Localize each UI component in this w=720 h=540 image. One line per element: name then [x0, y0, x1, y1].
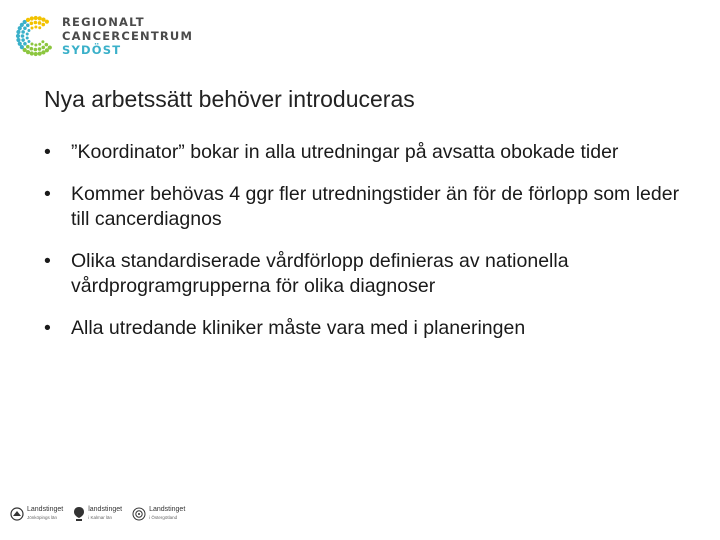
bullet-text-3: Olika standardiserade vårdförlopp definieras av nationella vårdprogramgrupperna för olika diagnoser [71, 250, 569, 297]
bullet-dot: • [44, 183, 51, 205]
footer-logos [10, 506, 185, 522]
landstinget-kalmar-icon [73, 506, 85, 522]
slide-title: Nya arbetssätt behöver introduceras [44, 86, 415, 112]
bullet-dot: • [44, 317, 51, 339]
logo-ring-dot [38, 16, 42, 20]
logo-ring-dot [30, 16, 34, 20]
logo-ring-dot [26, 23, 30, 27]
rcc-logo [14, 14, 193, 58]
logo-ring-dot [27, 40, 30, 43]
logo-line-3: SYDÖST [62, 43, 122, 57]
footer-logo-kalmar [73, 506, 122, 522]
landstinget-jonkoping-icon [10, 507, 24, 521]
logo-ring-dot [34, 16, 38, 20]
logo-ring-dot [41, 50, 45, 54]
footer-logo-ostergotland [132, 506, 185, 522]
logo-ring-dot [45, 20, 49, 24]
logo-ring-dot [26, 33, 29, 36]
logo-line-1: REGIONALT [62, 15, 145, 29]
logo-ring-dot [34, 21, 38, 25]
logo-ring-dot [26, 18, 30, 22]
logo-ring-dot [16, 38, 20, 42]
logo-ring-dot [21, 30, 25, 34]
bullet-item-2 [44, 182, 684, 232]
landstinget-ostergotland-icon [132, 507, 146, 521]
logo-ring-dot [34, 44, 37, 47]
footer-logo-text: Landstinget i Östergötland [149, 506, 186, 520]
logo-ring-dot [31, 43, 34, 46]
logo-ring-dot [34, 52, 38, 56]
logo-ring-dot [41, 46, 45, 50]
logo-ring-dot [45, 43, 49, 47]
logo-ring-dot [38, 43, 41, 46]
logo-ring-dot [31, 26, 34, 29]
rcc-logo-text [62, 15, 193, 57]
bullet-text-1: ”Koordinator” bokar in alla utredningar på avsatta obokade tider [71, 141, 619, 163]
logo-line-2: CANCERCENTRUM [62, 29, 194, 43]
logo-ring-dot [38, 52, 42, 56]
bullet-text-2: Kommer behövas 4 ggr fler utredningstider än för de förlopp som leder till cancerdiagnos [71, 183, 680, 230]
logo-ring-dot [41, 40, 44, 43]
logo-ring-dot [26, 45, 30, 49]
footer-logo-text: landstinget i Kalmar län [88, 506, 123, 520]
bullet-dot: • [44, 141, 51, 163]
logo-ring-dot [34, 48, 38, 52]
footer-logo-jonkoping [10, 506, 63, 522]
logo-ring-dot [16, 34, 20, 38]
logo-ring-dot [41, 23, 45, 27]
logo-ring-dot [21, 38, 25, 42]
logo-ring-dot [30, 47, 34, 51]
bullet-item-4 [44, 316, 684, 341]
logo-ring-dot [30, 22, 34, 26]
logo-ring-dot [38, 26, 41, 29]
rcc-ring-icon [14, 14, 58, 58]
bullet-list [44, 140, 684, 358]
logo-ring-dot [21, 34, 25, 38]
logo-ring-dot [30, 51, 34, 55]
logo-ring-dot [27, 29, 30, 32]
logo-ring-dot [18, 42, 22, 46]
footer-logo-text: Landstinget Jönköpings län [27, 506, 64, 520]
logo-ring-dot [34, 26, 37, 29]
bullet-dot: • [44, 250, 51, 272]
logo-ring-dot [38, 47, 42, 51]
logo-ring-dot [26, 36, 29, 39]
logo-ring-dot [23, 26, 27, 30]
logo-ring-dot [23, 42, 27, 46]
logo-ring-dot [16, 30, 20, 34]
bullet-item-3 [44, 249, 684, 299]
bullet-item-1 [44, 140, 684, 165]
logo-ring-dot [38, 21, 42, 25]
bullet-text-4: Alla utredande kliniker måste vara med i planeringen [71, 317, 526, 339]
